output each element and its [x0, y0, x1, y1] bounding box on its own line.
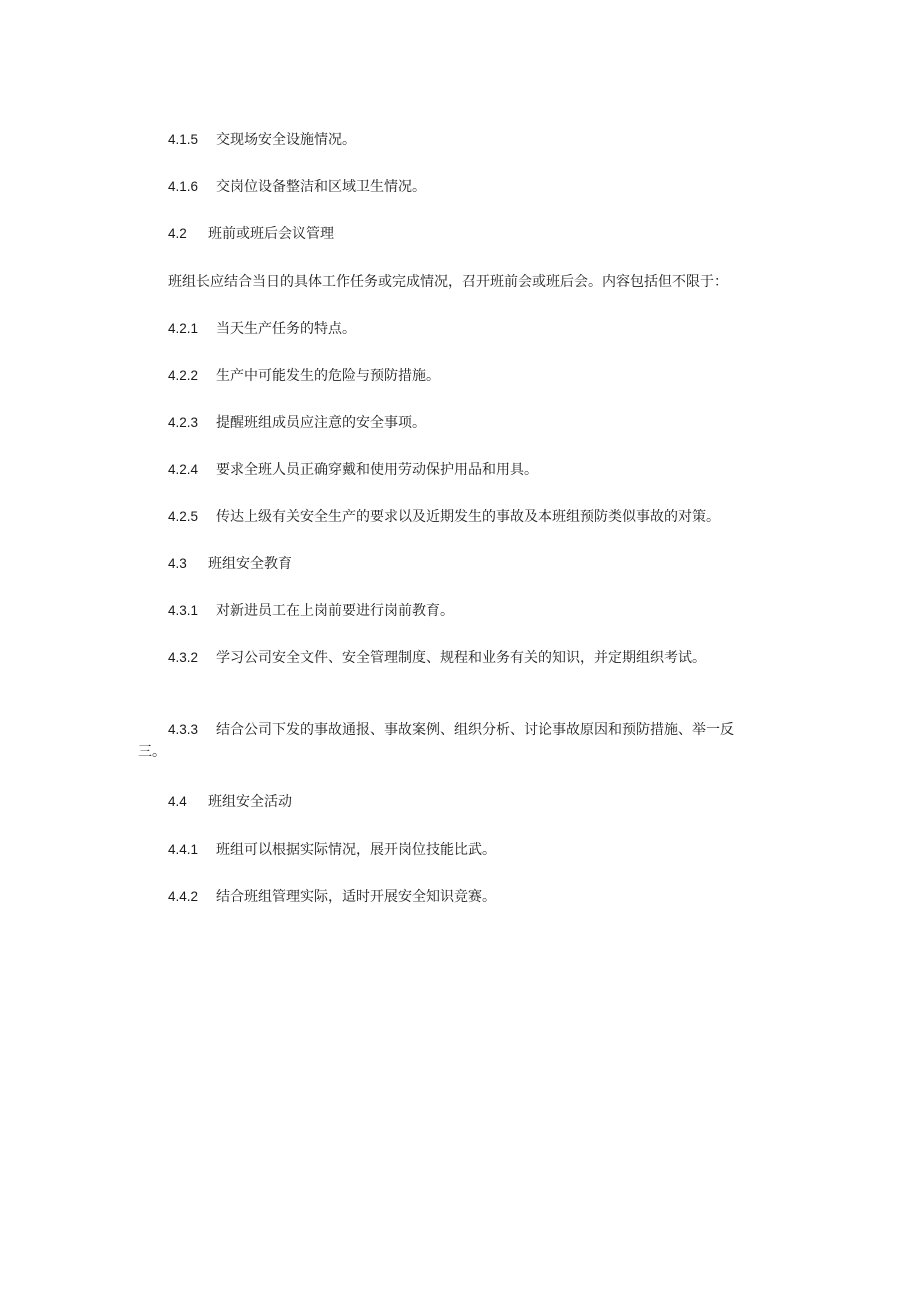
clause-text: 结合班组管理实际，适时开展安全知识竞赛。 — [216, 889, 496, 905]
section-4-2-heading — [168, 224, 334, 244]
clause-4-2-5 — [168, 507, 720, 527]
clause-4-2-1 — [168, 319, 356, 339]
clause-text: 传达上级有关安全生产的要求以及近期发生的事故及本班组预防类似事故的对策。 — [216, 509, 720, 525]
clause-4-4-1 — [168, 840, 496, 860]
clause-4-3-2 — [168, 648, 706, 668]
clause-continuation: 三。 — [138, 744, 166, 760]
clause-first-line — [138, 717, 798, 743]
clause-number: 4.2.1 — [168, 321, 199, 336]
section-title: 班组安全活动 — [208, 794, 292, 810]
clause-4-2-3 — [168, 413, 426, 433]
clause-text: 对新进员工在上岗前要进行岗前教育。 — [216, 603, 454, 619]
clause-number: 4.4.2 — [168, 889, 199, 904]
clause-number: 4.2.4 — [168, 462, 199, 477]
clause-number: 4.2.3 — [168, 415, 199, 430]
clause-text: 要求全班人员正确穿戴和使用劳动保护用品和用具。 — [216, 462, 538, 478]
clause-number: 4.3.1 — [168, 603, 199, 618]
clause-text: 交现场安全设施情况。 — [216, 132, 356, 148]
clause-number: 4.1.5 — [168, 132, 199, 147]
clause-text: 当天生产任务的特点。 — [216, 321, 356, 337]
clause-number: 4.3.3 — [168, 722, 199, 737]
clause-4-3-1 — [168, 601, 454, 621]
clause-text: 结合公司下发的事故通报、事故案例、组织分析、讨论事故原因和预防措施、举一反 — [216, 722, 734, 738]
clause-4-2-4 — [168, 460, 538, 480]
clause-number: 4.2.5 — [168, 509, 199, 524]
paragraph-text: 班组长应结合当日的具体工作任务或完成情况，召开班前会或班后会。内容包括但不限于： — [168, 274, 728, 290]
section-4-2-intro — [168, 272, 728, 292]
clause-4-1-6 — [168, 177, 426, 197]
clause-text: 学习公司安全文件、安全管理制度、规程和业务有关的知识，并定期组织考试。 — [216, 650, 706, 666]
clause-4-1-5 — [168, 130, 356, 150]
clause-4-3-3 — [138, 717, 798, 765]
section-title: 班组安全教育 — [208, 556, 292, 572]
clause-text: 提醒班组成员应注意的安全事项。 — [216, 415, 426, 431]
clause-text: 生产中可能发生的危险与预防措施。 — [216, 368, 440, 384]
clause-number: 4.3.2 — [168, 650, 199, 665]
section-number: 4.4 — [168, 794, 187, 809]
clause-4-4-2 — [168, 887, 496, 907]
clause-text: 交岗位设备整洁和区域卫生情况。 — [216, 179, 426, 195]
section-4-4-heading — [168, 792, 292, 812]
section-4-3-heading — [168, 554, 292, 574]
clause-text: 班组可以根据实际情况，展开岗位技能比武。 — [216, 842, 496, 858]
section-title: 班前或班后会议管理 — [208, 226, 334, 242]
clause-number: 4.4.1 — [168, 842, 199, 857]
clause-4-2-2 — [168, 366, 440, 386]
section-number: 4.3 — [168, 556, 187, 571]
section-number: 4.2 — [168, 226, 187, 241]
clause-number: 4.2.2 — [168, 368, 199, 383]
clause-number: 4.1.6 — [168, 179, 199, 194]
